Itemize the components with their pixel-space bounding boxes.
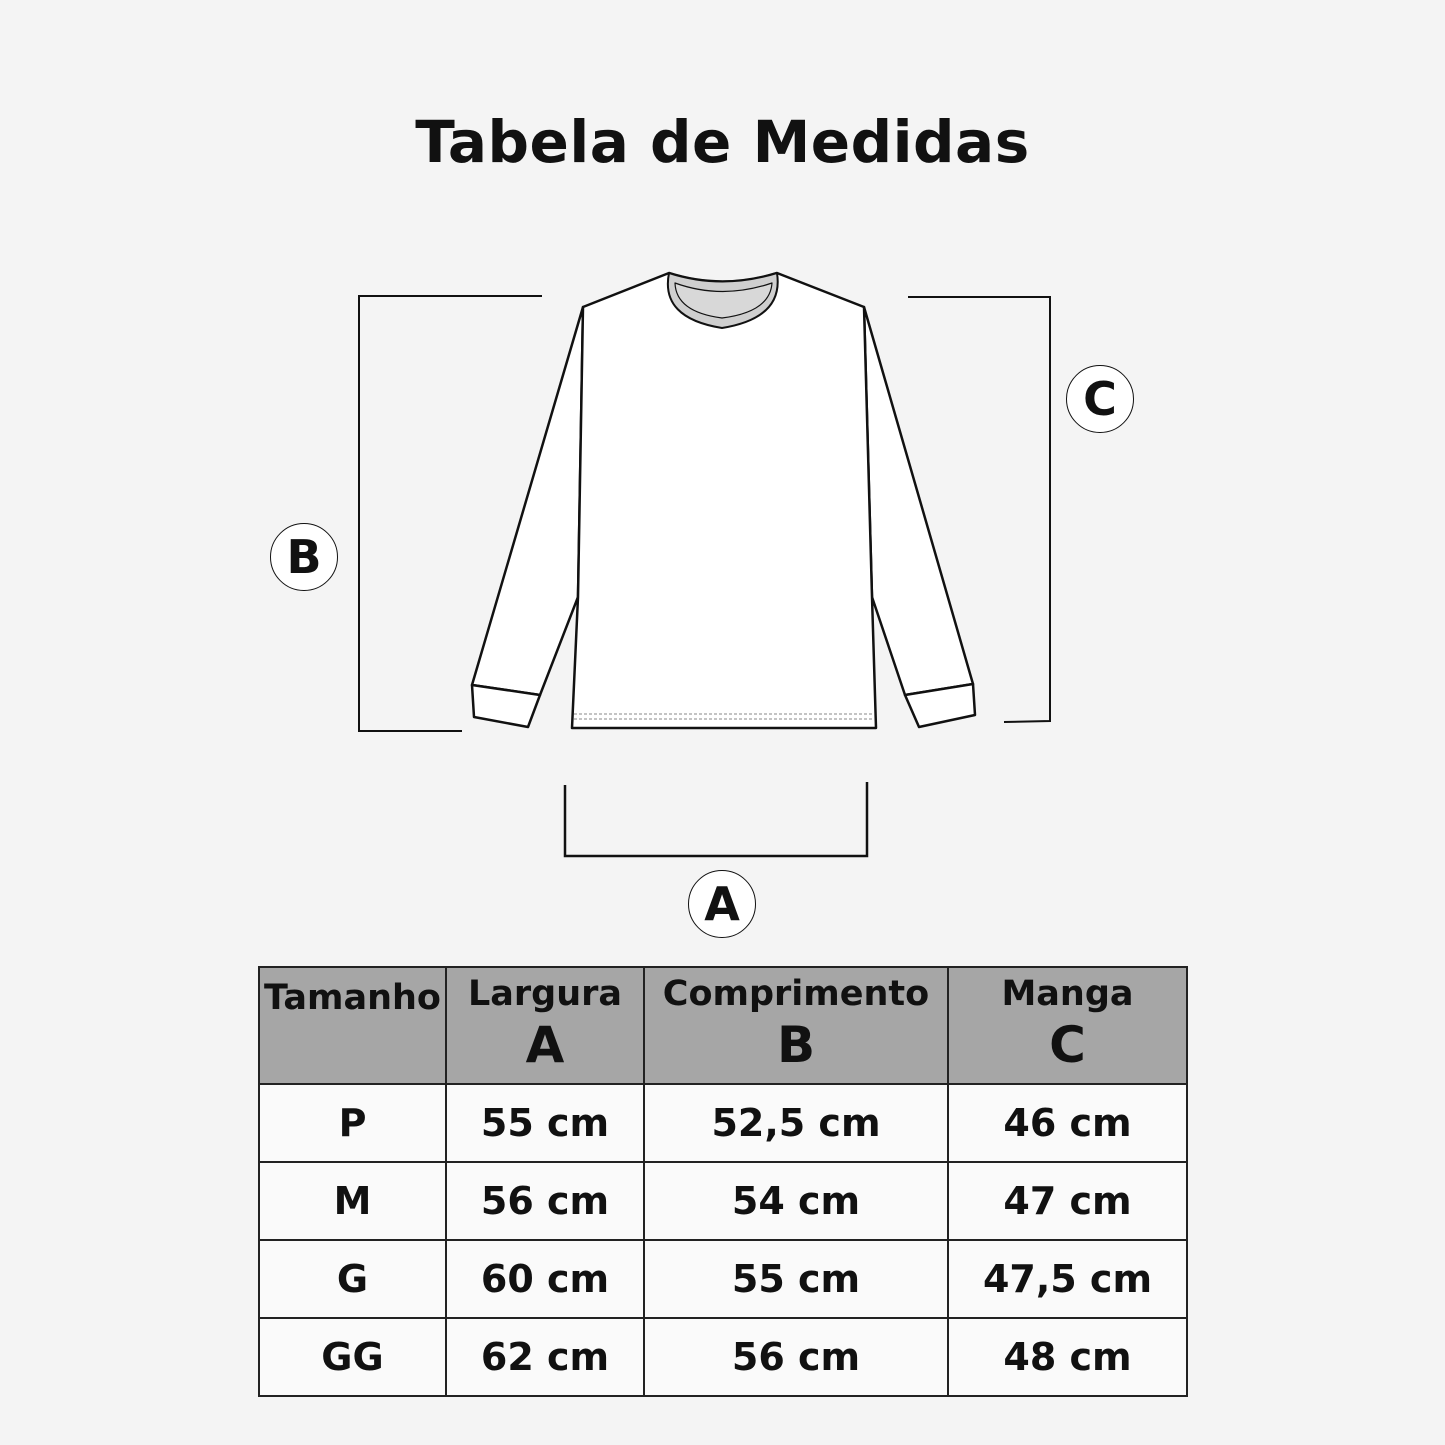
header-largura: Largura A: [446, 967, 644, 1084]
label-b-circle: [270, 523, 338, 591]
label-b-text: B: [286, 530, 322, 584]
manga-cell: 47,5 cm: [948, 1240, 1187, 1318]
table-header-row: [259, 967, 1187, 1084]
table-row: [259, 1162, 1187, 1240]
largura-cell: 62 cm: [446, 1318, 644, 1396]
label-c-circle: [1066, 365, 1134, 433]
label-a-text: A: [704, 877, 740, 931]
manga-cell: 47 cm: [948, 1162, 1187, 1240]
largura-cell: 55 cm: [446, 1084, 644, 1162]
size-cell: G: [259, 1240, 446, 1318]
label-c-text: C: [1083, 372, 1117, 426]
manga-cell: 46 cm: [948, 1084, 1187, 1162]
dimension-a-bracket: [565, 782, 867, 856]
comprimento-cell: 54 cm: [644, 1162, 948, 1240]
comprimento-cell: 56 cm: [644, 1318, 948, 1396]
shirt-illustration: [472, 273, 975, 728]
largura-cell: 56 cm: [446, 1162, 644, 1240]
size-cell: M: [259, 1162, 446, 1240]
table-row: [259, 1240, 1187, 1318]
manga-cell: 48 cm: [948, 1318, 1187, 1396]
table-row: [259, 1084, 1187, 1162]
comprimento-cell: 55 cm: [644, 1240, 948, 1318]
page-title: Tabela de Medidas: [415, 108, 1030, 176]
largura-cell: 60 cm: [446, 1240, 644, 1318]
label-a-circle: [688, 870, 756, 938]
header-tamanho: Tamanho: [259, 967, 446, 1084]
size-cell: P: [259, 1084, 446, 1162]
header-manga: Manga C: [948, 967, 1187, 1084]
header-comprimento: Comprimento B: [644, 967, 948, 1084]
comprimento-cell: 52,5 cm: [644, 1084, 948, 1162]
size-cell: GG: [259, 1318, 446, 1396]
size-table: [258, 966, 1188, 1397]
table-row: [259, 1318, 1187, 1396]
